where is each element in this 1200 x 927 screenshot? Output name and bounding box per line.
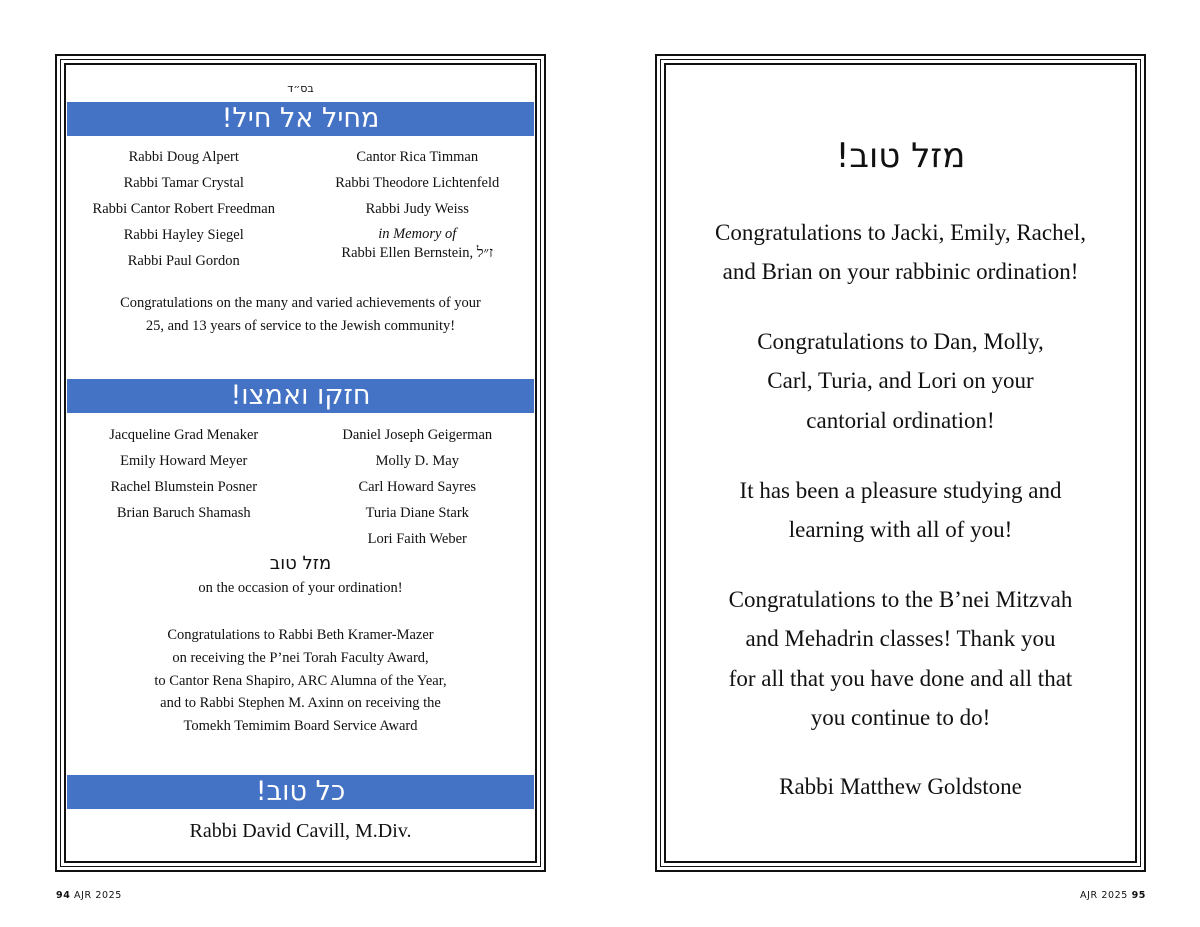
text-line: Carl, Turia, and Lori on your xyxy=(767,368,1034,394)
left-page-frame xyxy=(55,54,546,872)
honoree-name: Rabbi Tamar Crystal xyxy=(123,175,244,191)
award-congratulations xyxy=(67,624,534,738)
ordinees-list xyxy=(67,422,534,552)
honoree-name: Rabbi Theodore Lichtenfeld xyxy=(335,175,500,191)
right-page-content xyxy=(667,66,1134,860)
mazal-tov-hebrew: מזל טוב xyxy=(269,553,332,574)
text-line: Congratulations to Rabbi Beth Kramer-Mazer xyxy=(167,627,434,643)
folio-right xyxy=(1080,890,1146,901)
signature-matthew-goldstone: Rabbi Matthew Goldstone xyxy=(779,774,1022,799)
signature-david-cavill: Rabbi David Cavill, M.Div. xyxy=(189,820,412,842)
text-line: It has been a pleasure studying and xyxy=(739,478,1062,503)
left-page-content xyxy=(67,66,534,860)
honoree-name: Rabbi Hayley Siegel xyxy=(123,227,244,243)
text-line: Congratulations to Jacki, Emily, Rachel, xyxy=(715,220,1086,245)
ordinee-name: Daniel Joseph Geigerman xyxy=(342,427,493,443)
in-memory-label: in Memory of xyxy=(378,226,457,242)
in-memory-name: Rabbi Ellen Bernstein, ז״ל xyxy=(341,245,494,261)
banner-kol-tov: כל טוב! xyxy=(67,775,534,809)
text-line: for all that you have done and all that xyxy=(728,665,1073,691)
ordinee-name: Rachel Blumstein Posner xyxy=(110,479,258,495)
honoree-name: Rabbi Cantor Robert Freedman xyxy=(92,201,275,217)
honoree-name: Cantor Rica Timman xyxy=(356,149,479,165)
text-line: learning with all of you! xyxy=(788,517,1013,543)
rabbinic-ordination-paragraph xyxy=(667,213,1134,292)
text-line: 25, and 13 years of service to the Jewish community! xyxy=(145,318,456,334)
banner-chizku-veimtzu: חזקו ואמצו! xyxy=(67,379,534,413)
banner-mechayil-el-chayil: מחיל אל חיל! xyxy=(67,102,534,136)
ordinee-name: Lori Faith Weber xyxy=(367,531,467,547)
ordinee-name: Carl Howard Sayres xyxy=(358,479,477,495)
text-line: Congratulations on the many and varied achievements of your xyxy=(120,295,481,311)
text-line: cantorial ordination! xyxy=(806,407,995,433)
text-line: Congratulations to Dan, Molly, xyxy=(757,329,1044,354)
text-line: on receiving the P’nei Torah Faculty Award, xyxy=(172,649,429,666)
honorees-column-left xyxy=(67,144,301,274)
ordinee-name: Turia Diane Stark xyxy=(365,505,469,521)
page-number: 94 xyxy=(56,890,71,901)
right-page-frame xyxy=(655,54,1146,872)
bnei-mitzvah-paragraph xyxy=(667,580,1134,738)
ordinees-column-left xyxy=(67,422,301,552)
publication-name: AJR 2025 xyxy=(74,890,122,901)
page-number: 95 xyxy=(1131,890,1146,901)
honoree-name: Rabbi Doug Alpert xyxy=(128,149,239,165)
bsd-mark: בס״ד xyxy=(287,82,314,95)
cantorial-ordination-paragraph xyxy=(667,322,1134,440)
text-line: Congratulations to the B’nei Mitzvah xyxy=(728,587,1073,612)
honoree-name: Rabbi Judy Weiss xyxy=(365,201,469,217)
ordinee-name: Jacqueline Grad Menaker xyxy=(109,427,259,443)
pleasure-paragraph xyxy=(667,471,1134,550)
text-line: and Brian on your rabbinic ordination! xyxy=(722,259,1079,285)
text-line: to Cantor Rena Shapiro, ARC Alumna of the Year, xyxy=(154,672,447,689)
text-line: and to Rabbi Stephen M. Axinn on receiving the xyxy=(160,695,441,712)
honorees-column-right xyxy=(301,144,535,274)
ordinee-name: Emily Howard Meyer xyxy=(120,453,248,469)
ordinee-name: Molly D. May xyxy=(375,453,459,469)
text-line: you continue to do! xyxy=(810,705,991,731)
ordinees-column-right xyxy=(301,422,535,552)
ordinee-name: Brian Baruch Shamash xyxy=(116,505,251,521)
publication-name: AJR 2025 xyxy=(1080,890,1128,901)
mazal-tov-title: מזל טוב! xyxy=(835,136,966,176)
service-congratulations xyxy=(67,292,534,338)
text-line: Tomekh Temimim Board Service Award xyxy=(183,718,418,735)
honorees-list xyxy=(67,144,534,274)
text-line: and Mehadrin classes! Thank you xyxy=(745,626,1056,652)
ordination-occasion: on the occasion of your ordination! xyxy=(198,580,403,596)
honoree-name: Rabbi Paul Gordon xyxy=(127,253,240,269)
folio-left xyxy=(56,890,122,901)
